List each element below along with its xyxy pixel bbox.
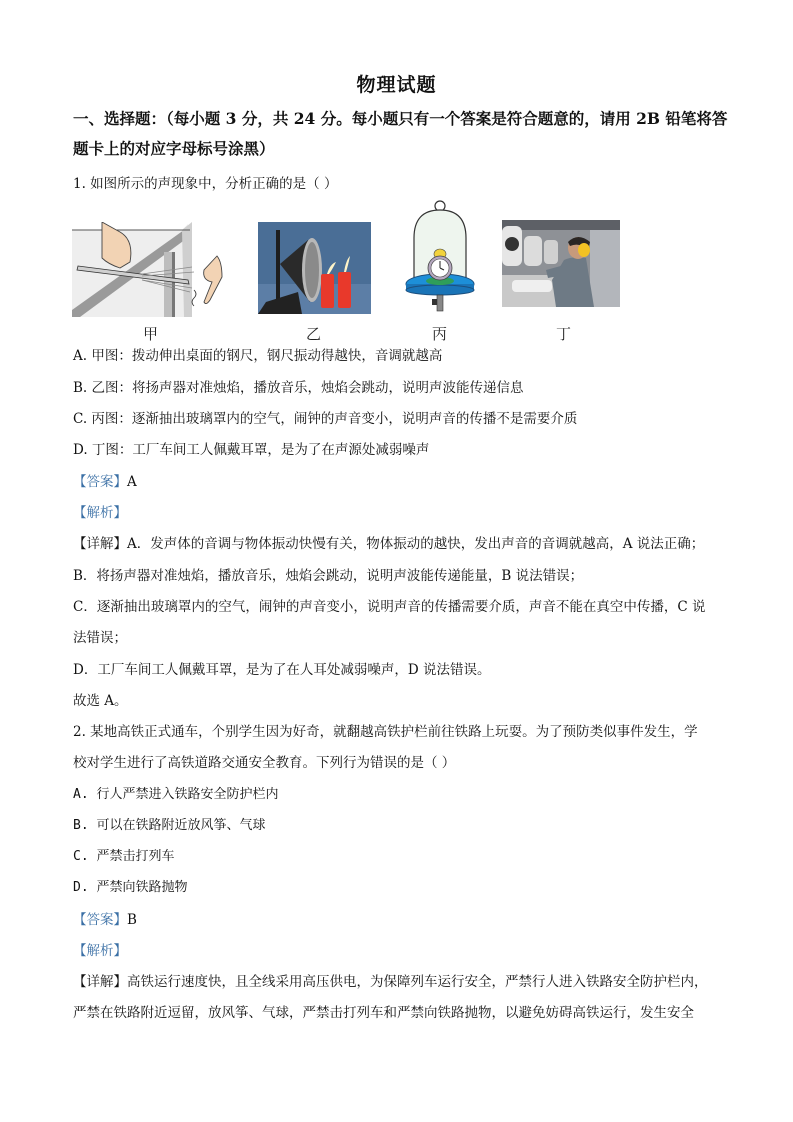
- figure-label-bing: 丙: [432, 325, 448, 343]
- figure-label-jia: 甲: [143, 325, 159, 343]
- question-1-analysis-tag: [73, 504, 127, 522]
- question-2-option-a: A. 行人严禁进入铁路安全防护栏内: [73, 787, 279, 802]
- question-1-detail-line-4: 法错误；: [73, 630, 127, 646]
- answer-tag: 【答案】: [73, 912, 127, 928]
- question-2-option-c: C. 严禁击打列车: [73, 849, 175, 864]
- question-2-detail-line-1: [73, 973, 708, 991]
- ruler-table-figure: [72, 222, 240, 317]
- question-2-answer: [73, 911, 137, 929]
- page-title: 物理试题: [356, 74, 437, 96]
- question-2-option-b: B. 可以在铁路附近放风筝、气球: [73, 818, 266, 833]
- question-1-option-d: D. 丁图：工厂车间工人佩戴耳罩，是为了在声源处减弱噪声: [73, 442, 430, 458]
- detail-tag: 【详解】: [73, 974, 127, 990]
- section-heading-line-1: 一、选择题：（每小题 3 分，共 24 分。每小题只有一个答案是符合题意的，请用 2B 铅笔将答: [73, 109, 728, 128]
- detail-text: A．发声体的音调与物体振动快慢有关，物体振动的越快，发出声音的音调就越高，A 说法正确；: [127, 536, 705, 552]
- answer-value: B: [127, 912, 137, 928]
- question-1-detail-line-6: 故选 A。: [73, 693, 128, 709]
- figure-label-yi: 乙: [306, 325, 322, 343]
- question-2-detail-line-2: 严禁在铁路附近逗留，放风筝、气球，严禁击打列车和严禁向铁路抛物，以避免妨碍高铁运行，发生安全: [73, 1005, 694, 1021]
- speaker-candles-figure: [258, 222, 371, 314]
- question-2-option-d: D. 严禁向铁路抛物: [73, 880, 188, 895]
- question-1-stem: 1. 如图所示的声现象中，分析正确的是（ ）: [73, 176, 338, 192]
- answer-tag: 【答案】: [73, 474, 127, 490]
- question-1-detail-line-3: C．逐渐抽出玻璃罩内的空气，闹钟的声音变小，说明声音的传播需要介质，声音不能在真空中传播，C 说: [73, 599, 706, 615]
- question-1-answer: [73, 473, 137, 491]
- question-2-stem-line-1: 2. 某地高铁正式通车，个别学生因为好奇，就翻越高铁护栏前往铁路上玩耍。为了预防类似事件发生，学: [73, 724, 698, 740]
- section-heading: [73, 104, 728, 164]
- question-1-detail-line-5: D．工厂车间工人佩戴耳罩，是为了在人耳处减弱噪声，D 说法错误。: [73, 662, 491, 678]
- analysis-tag: 【解析】: [73, 943, 127, 959]
- answer-value: A: [127, 474, 137, 490]
- factory-worker-figure: [502, 220, 620, 307]
- question-1-option-a: A. 甲图：拨动伸出桌面的钢尺，钢尺振动得越快，音调就越高: [73, 348, 443, 364]
- question-2-stem-line-2: 校对学生进行了高铁道路交通安全教育。下列行为错误的是（ ）: [73, 755, 456, 771]
- question-1-option-b: B. 乙图：将扬声器对准烛焰，播放音乐，烛焰会跳动，说明声波能传递信息: [73, 380, 524, 396]
- question-2-analysis-tag: [73, 942, 127, 960]
- question-1-detail-line-2: B．将扬声器对准烛焰，播放音乐，烛焰会跳动，说明声波能传递能量，B 说法错误；: [73, 568, 584, 584]
- bell-jar-clock-figure: [404, 198, 476, 318]
- detail-tag: 【详解】: [73, 536, 127, 552]
- question-1-option-c: C. 丙图：逐渐抽出玻璃罩内的空气，闹钟的声音变小，说明声音的传播不是需要介质: [73, 411, 578, 427]
- question-1-detail-line-1: [73, 535, 704, 553]
- detail-text: 高铁运行速度快，且全线采用高压供电，为保障列车运行安全，严禁行人进入铁路安全防护栏内，: [127, 974, 708, 990]
- figure-label-ding: 丁: [556, 325, 572, 343]
- analysis-tag: 【解析】: [73, 505, 127, 521]
- section-heading-line-2: 题卡上的对应字母标号涂黑）: [73, 139, 275, 158]
